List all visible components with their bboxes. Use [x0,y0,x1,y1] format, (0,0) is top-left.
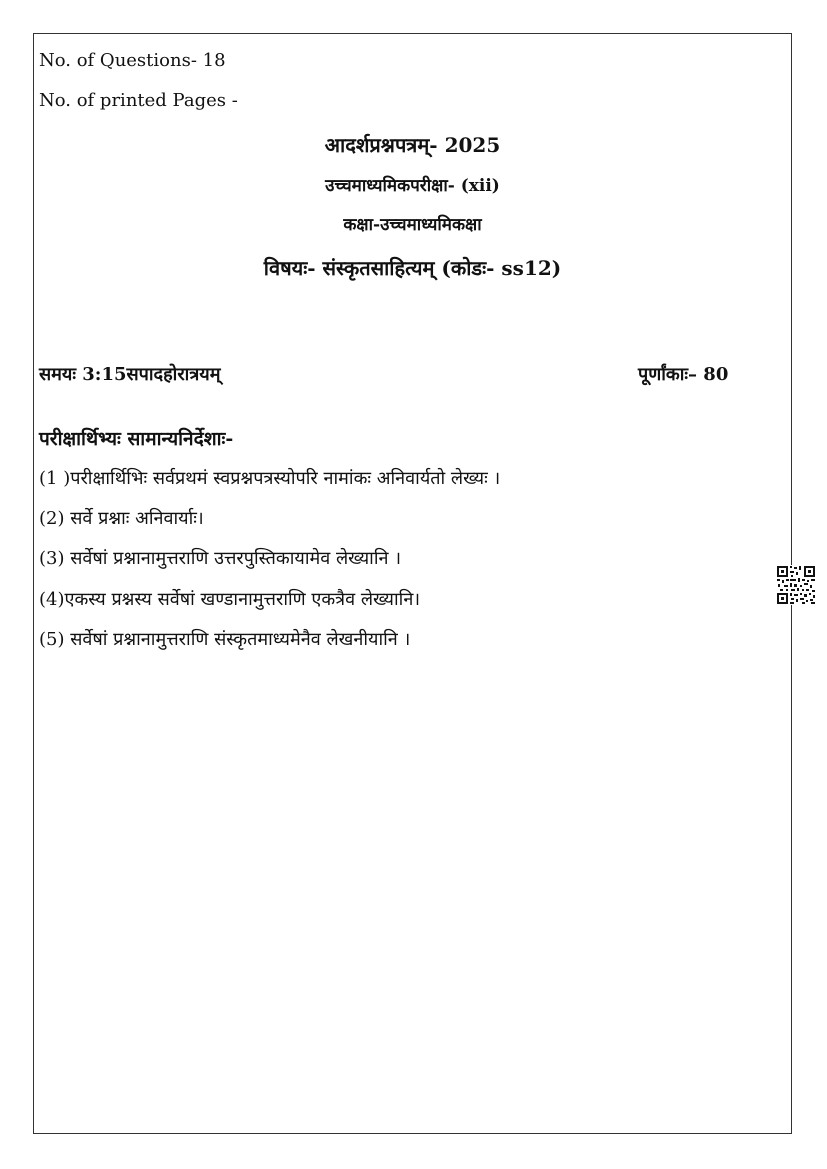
instructions-heading: परीक्षार्थिभ्यः सामान्यनिर्देशाः- [39,428,234,450]
class-name: कक्षा-उच्चमाध्यमिकक्षा [343,215,482,235]
qr-code-icon [776,565,816,605]
printed-pages: No. of printed Pages - [39,90,238,111]
paper-title: आदर्शप्रश्नपत्रम्- 2025 [324,133,501,157]
instruction-item: (5) सर्वेषां प्रश्नानामुत्तराणि संस्कृतमाध्यमेनैव लेखनीयानि । [39,629,411,650]
page-border [33,33,792,1134]
instruction-item: (1 )परीक्षार्थिभिः सर्वप्रथमं स्वप्रश्नपत्रस्योपरि नामांकः अनिवार्यतो लेख्यः । [39,468,501,489]
max-marks: पूर्णांकाः– 80 [638,364,729,385]
instruction-item: (3) सर्वेषां प्रश्नानामुत्तराणि उत्तरपुस्तिकायामेव लेख्यानि । [39,548,402,569]
instruction-item: (2) सर्वे प्रश्नाः अनिवार्याः। [39,508,204,529]
instruction-item: (4)एकस्य प्रश्नस्य सर्वेषां खण्डानामुत्तराणि एकत्रैव लेख्यानि। [39,589,421,610]
questions-count: No. of Questions- 18 [39,50,226,71]
subject-line: विषयः- संस्कृतसाहित्यम् (कोडः- ss12) [263,256,562,280]
exam-time: समयः 3:15सपादहोरात्रयम् [39,364,221,385]
exam-name: उच्चमाध्यमिकपरीक्षा- (xii) [325,176,500,196]
